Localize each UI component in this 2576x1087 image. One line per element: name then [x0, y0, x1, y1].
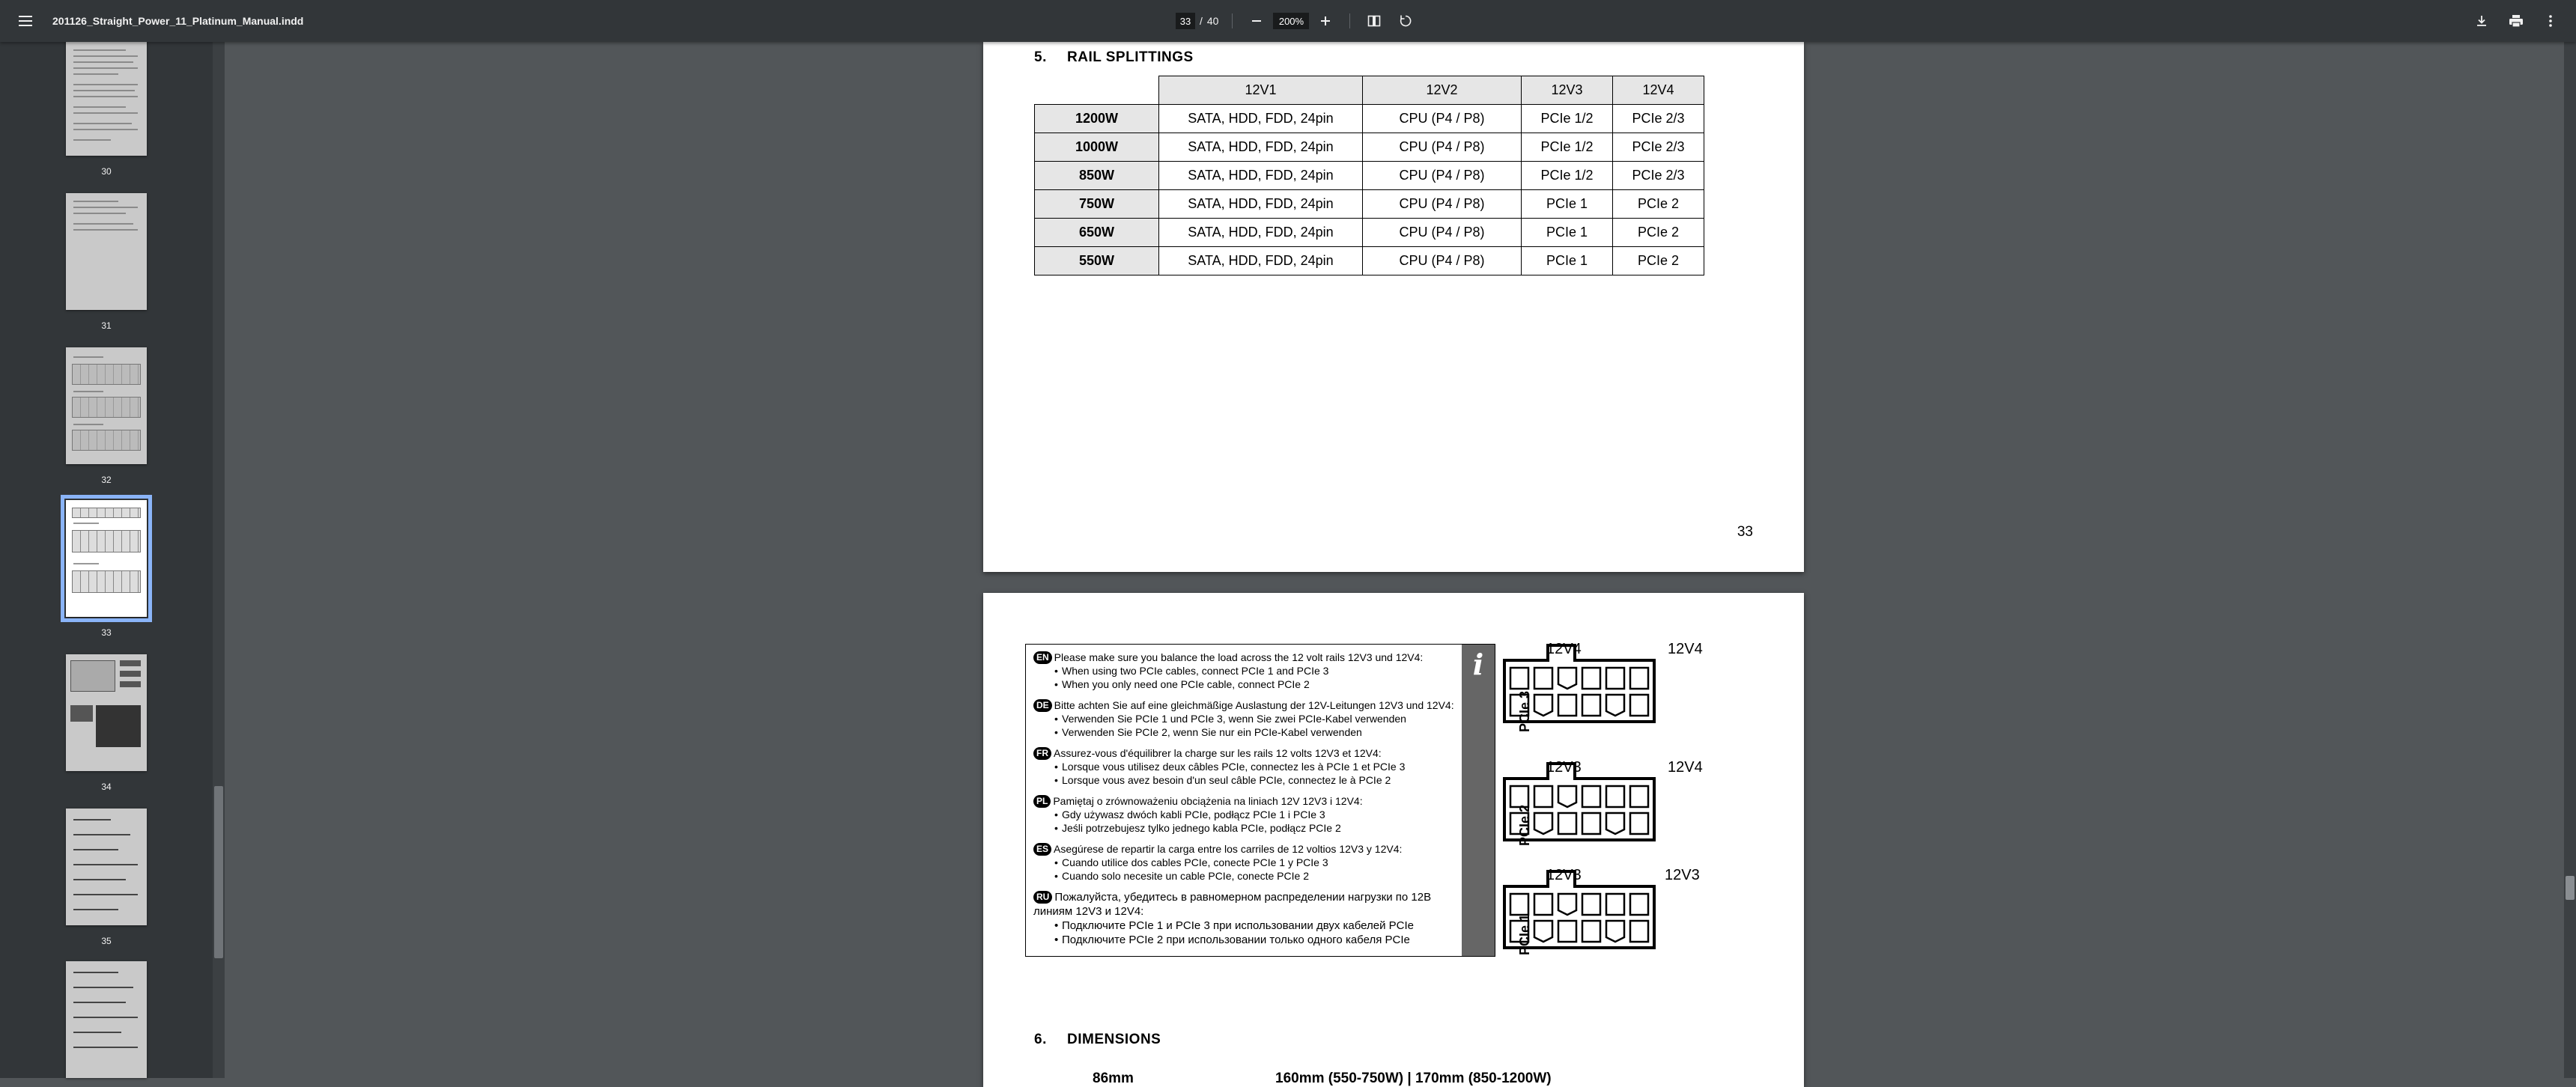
total-pages: 40	[1206, 15, 1219, 27]
zoom-in-button[interactable]	[1315, 10, 1336, 31]
pcie-3-left-rail: 12V4	[1546, 641, 1582, 657]
table-row	[1035, 105, 1704, 133]
thumbnail-page-30[interactable]	[66, 39, 147, 156]
table-cell: CPU (P4 / P8)	[1363, 247, 1522, 275]
notice-bullet: • Подключите PCIe 2 при использовании только одного кабеля PCIe	[1033, 933, 1460, 947]
notice-text: Assurez-vous d'équilibrer la charge sur les rails 12 volts 12V3 et 12V4:	[1054, 747, 1382, 759]
table-cell: SATA, HDD, FDD, 24pin	[1159, 219, 1363, 247]
pdf-page-34	[983, 593, 1804, 1087]
table-cell: SATA, HDD, FDD, 24pin	[1159, 162, 1363, 190]
table-cell: PCIe 2	[1613, 190, 1704, 219]
thumbnail-page-36[interactable]	[66, 961, 147, 1078]
notice-bullet: • Gdy używasz dwóch kabli PCIe, podłącz PCIe 1 i PCIe 3	[1033, 808, 1460, 821]
thumbnail-page-31[interactable]	[66, 193, 147, 310]
table-cell: PCIe 2/3	[1613, 105, 1704, 133]
pcie-connector-diagram	[1500, 638, 1770, 967]
pcie-3-label: PCIe 3	[1517, 690, 1532, 732]
table-row	[1035, 133, 1704, 162]
section-heading	[1034, 49, 1194, 66]
notice-bullet: • Cuando solo necesite un cable PCIe, conecte PCIe 2	[1033, 869, 1460, 883]
pcie-1-right-rail: 12V3	[1665, 867, 1700, 883]
table-cell: PCIe 1/2	[1522, 133, 1613, 162]
table-row	[1035, 219, 1704, 247]
pcie-1-label: PCIe 1	[1517, 913, 1532, 955]
table-cell: PCIe 1	[1522, 247, 1613, 275]
notice-pl	[1033, 794, 1460, 835]
row-header-cell: 550W	[1035, 247, 1159, 275]
notice-heading	[1033, 746, 1460, 760]
fit-page-icon	[1367, 14, 1381, 28]
table-cell: SATA, HDD, FDD, 24pin	[1159, 247, 1363, 275]
toolbar-divider	[1232, 13, 1233, 28]
notice-bullet: • Lorsque vous utilisez deux câbles PCIe, connectez les à PCIe 1 et PCIe 3	[1033, 760, 1460, 773]
notice-bullet: • Lorsque vous avez besoin d'un seul câble PCIe, connectez le à PCIe 2	[1033, 773, 1460, 787]
notice-bullet: • Cuando utilice dos cables PCIe, conecte PCIe 1 y PCIe 3	[1033, 856, 1460, 869]
table-cell: PCIe 2	[1613, 219, 1704, 247]
thumbnail-page-34[interactable]	[66, 654, 147, 771]
pdf-page-33	[983, 42, 1804, 572]
table-row	[1035, 190, 1704, 219]
table-cell: CPU (P4 / P8)	[1363, 162, 1522, 190]
document-title: 201126_Straight_Power_11_Platinum_Manual.indd	[52, 15, 304, 27]
rail-splitting-table	[1034, 76, 1704, 275]
section-title: DIMENSIONS	[1067, 1032, 1161, 1047]
download-button[interactable]	[2471, 10, 2492, 31]
table-cell: SATA, HDD, FDD, 24pin	[1159, 105, 1363, 133]
notice-text: Asegúrese de repartir la carga entre los carriles de 12 voltios 12V3 y 12V4:	[1054, 843, 1403, 855]
pcie-3-right-rail: 12V4	[1668, 641, 1703, 657]
notice-text: Bitte achten Sie auf eine gleichmäßige Auslastung der 12V-Leitungen 12V3 und 12V4:	[1054, 699, 1454, 711]
notice-bullet: • When you only need one PCIe cable, connect PCIe 2	[1033, 678, 1460, 691]
table-cell: PCIe 1/2	[1522, 105, 1613, 133]
table-cell: PCIe 2	[1613, 247, 1704, 275]
notice-text: Пожалуйста, убедитесь в равномерном распределении нагрузки по 12В линиям 12V3 и 12V4:	[1033, 891, 1432, 918]
toolbar-divider	[1349, 13, 1350, 28]
notice-ru	[1033, 890, 1460, 947]
more-vert-icon	[2548, 14, 2553, 28]
row-header-cell: 750W	[1035, 190, 1159, 219]
thumbnail-number: 34	[101, 782, 112, 792]
section-heading	[1034, 1032, 1161, 1048]
column-header: 12V2	[1363, 76, 1522, 105]
notice-heading	[1033, 842, 1460, 856]
table-cell: CPU (P4 / P8)	[1363, 190, 1522, 219]
table-cell: PCIe 1/2	[1522, 162, 1613, 190]
plus-icon	[1320, 16, 1331, 26]
notice-side-bar	[1462, 645, 1495, 956]
pdf-toolbar	[0, 0, 2576, 42]
table-header-row	[1035, 76, 1704, 105]
print-icon	[2509, 14, 2524, 28]
menu-icon[interactable]	[16, 12, 34, 30]
table-row	[1035, 162, 1704, 190]
pcie-2-left-rail: 12V3	[1546, 759, 1582, 776]
page-number: 33	[1737, 524, 1753, 540]
notice-bullet: • Подключите PCIe 1 и PCIe 3 при использовании двух кабелей PCIe	[1033, 919, 1460, 933]
minus-icon	[1251, 16, 1262, 26]
page-separator: /	[1200, 15, 1203, 27]
notice-fr	[1033, 746, 1460, 787]
zoom-out-button[interactable]	[1246, 10, 1267, 31]
pcie-1-left-rail: 12V3	[1546, 867, 1582, 883]
column-header: 12V1	[1159, 76, 1363, 105]
notice-heading	[1033, 890, 1460, 919]
print-button[interactable]	[2506, 10, 2527, 31]
notice-de	[1033, 698, 1460, 739]
notice-bullet: • When using two PCIe cables, connect PCIe 1 and PCIe 3	[1033, 664, 1460, 678]
thumbnail-number: 35	[101, 936, 112, 946]
rotate-icon	[1399, 14, 1412, 28]
language-badge: RU	[1033, 891, 1052, 904]
row-header-cell: 1000W	[1035, 133, 1159, 162]
table-cell: CPU (P4 / P8)	[1363, 105, 1522, 133]
section-number: 6.	[1034, 1032, 1047, 1047]
section-title: RAIL SPLITTINGS	[1067, 49, 1194, 65]
language-badge: ES	[1033, 843, 1051, 856]
sidebar-scrollbar-thumb[interactable]	[214, 786, 223, 958]
language-badge: EN	[1033, 651, 1052, 664]
zoom-input[interactable]	[1273, 13, 1309, 29]
language-badge: DE	[1033, 699, 1052, 712]
pcie-2-label: PCIe 2	[1517, 804, 1532, 846]
notice-text: Pamiętaj o zrównoważeniu obciążenia na liniach 12V 12V3 i 12V4:	[1053, 795, 1363, 807]
notice-bullet: • Verwenden Sie PCIe 2, wenn Sie nur ein PCIe-Kabel verwenden	[1033, 725, 1460, 739]
table-cell: PCIe 2/3	[1613, 162, 1704, 190]
thumbnail-number: 32	[101, 475, 112, 485]
rotate-button[interactable]	[1395, 10, 1416, 31]
fit-page-button[interactable]	[1364, 10, 1385, 31]
language-badge: PL	[1033, 795, 1051, 808]
thumbnail-number: 33	[101, 627, 112, 638]
table-corner-cell	[1035, 76, 1159, 105]
thumbnail-page-33[interactable]	[66, 500, 147, 617]
notice-text: Please make sure you balance the load across the 12 volt rails 12V3 und 12V4:	[1054, 651, 1424, 663]
table-row	[1035, 247, 1704, 275]
column-header: 12V3	[1522, 76, 1613, 105]
dimension-width: 86mm	[1093, 1071, 1134, 1086]
more-options-button[interactable]	[2540, 10, 2561, 31]
language-badge: FR	[1033, 747, 1051, 760]
notice-heading	[1033, 651, 1460, 664]
pcie-2-right-rail: 12V4	[1668, 759, 1703, 776]
row-header-cell: 850W	[1035, 162, 1159, 190]
row-header-cell: 650W	[1035, 219, 1159, 247]
main-scrollbar[interactable]	[2564, 42, 2576, 1078]
notice-heading	[1033, 794, 1460, 808]
notice-bullet: • Jeśli potrzebujesz tylko jednego kabla PCIe, podłącz PCIe 2	[1033, 821, 1460, 835]
thumbnail-number: 31	[101, 320, 112, 331]
info-icon: i	[1472, 648, 1484, 681]
download-icon	[2475, 14, 2488, 28]
notice-en	[1033, 651, 1460, 691]
table-cell: PCIe 2/3	[1613, 133, 1704, 162]
thumbnail-page-32[interactable]	[66, 347, 147, 464]
notice-es	[1033, 842, 1460, 883]
main-scrollbar-thumb[interactable]	[2566, 876, 2575, 900]
load-balance-notice	[1025, 644, 1495, 957]
column-header: 12V4	[1613, 76, 1704, 105]
row-header-cell: 1200W	[1035, 105, 1159, 133]
section-number: 5.	[1034, 49, 1047, 65]
notice-heading	[1033, 698, 1460, 712]
table-cell: PCIe 1	[1522, 190, 1613, 219]
page-number-input[interactable]	[1176, 13, 1195, 29]
table-cell: SATA, HDD, FDD, 24pin	[1159, 133, 1363, 162]
thumbnail-page-35[interactable]	[66, 809, 147, 925]
table-cell: CPU (P4 / P8)	[1363, 133, 1522, 162]
thumbnail-number: 30	[101, 166, 112, 177]
dimension-length: 160mm (550-750W) | 170mm (850-1200W)	[1275, 1071, 1552, 1086]
table-cell: SATA, HDD, FDD, 24pin	[1159, 190, 1363, 219]
table-cell: PCIe 1	[1522, 219, 1613, 247]
table-cell: CPU (P4 / P8)	[1363, 219, 1522, 247]
notice-bullet: • Verwenden Sie PCIe 1 und PCIe 3, wenn Sie zwei PCIe-Kabel verwenden	[1033, 712, 1460, 725]
